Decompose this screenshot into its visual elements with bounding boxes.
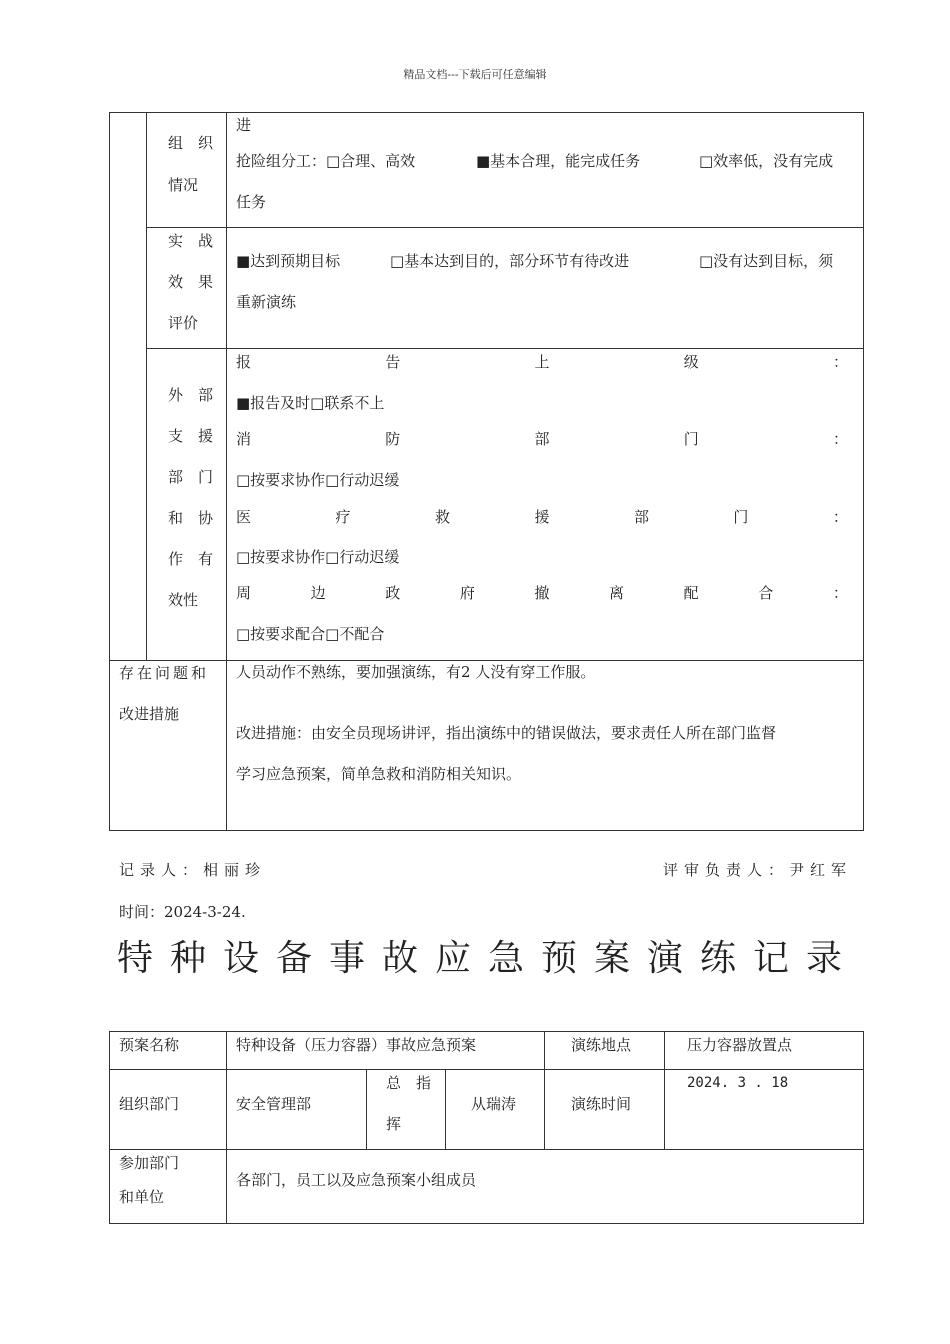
document-title: 特种设备事故应急预案演练记录	[117, 938, 860, 979]
effect-label-line3: 评价	[168, 314, 199, 332]
heading-char: 府	[459, 584, 475, 602]
government-evacuation-heading	[236, 583, 848, 603]
table-divider	[109, 1149, 864, 1150]
heading-char: ：	[832, 430, 848, 448]
plan-name-value: 特种设备（压力容器）事故应急预案	[236, 1036, 477, 1054]
external-label-line5: 作 有	[168, 550, 214, 568]
effect-text-line1b: □基本达到目的，部分环节有待改进	[390, 252, 630, 270]
fire-dept-heading	[236, 429, 848, 449]
org-text-line3: 任务	[236, 193, 267, 211]
report-superior-options: ■报告及时□联系不上	[236, 394, 385, 412]
problems-text-line3: 学习应急预案，简单急救和消防相关知识。	[236, 765, 522, 783]
effect-text-line2: 重新演练	[236, 293, 297, 311]
table-divider	[109, 660, 864, 661]
problems-label-line2: 改进措施	[119, 705, 180, 723]
effect-text-line1c: □没有达到目标，须	[699, 252, 834, 270]
table-divider	[366, 1069, 367, 1149]
external-label-line2: 支 援	[168, 427, 214, 445]
heading-char: 部	[534, 430, 550, 448]
heading-char: ：	[832, 508, 848, 526]
participants-label-line2: 和单位	[119, 1188, 165, 1206]
plan-name-label: 预案名称	[119, 1036, 180, 1054]
table-divider	[146, 348, 864, 349]
org-label-line2: 情况	[168, 176, 199, 194]
table-divider	[226, 112, 227, 831]
heading-char: ：	[832, 353, 848, 371]
org-text-line2a: 抢险组分工：□合理、高效	[236, 152, 416, 170]
drill-time-label: 演练时间	[571, 1095, 632, 1113]
table-divider	[544, 1031, 545, 1149]
report-superior-heading	[236, 352, 848, 372]
org-label-line1: 组 织	[168, 134, 214, 152]
heading-char: 撤	[534, 584, 550, 602]
heading-char: 上	[534, 353, 550, 371]
org-text-line2c: □效率低，没有完成	[699, 152, 834, 170]
heading-char: 消	[236, 430, 252, 448]
heading-char: 配	[683, 584, 699, 602]
fire-dept-options: □按要求协作□行动迟缓	[236, 471, 400, 489]
heading-char: 门	[683, 430, 699, 448]
plan-table-border	[109, 1031, 864, 1224]
drill-location-value: 压力容器放置点	[687, 1036, 793, 1054]
external-label-line1: 外 部	[168, 386, 214, 404]
heading-char: 防	[385, 430, 401, 448]
government-evacuation-options: □按要求配合□不配合	[236, 625, 385, 643]
heading-char: 级	[683, 353, 699, 371]
reviewer-signature: 评审负责人：尹红军	[663, 861, 853, 879]
effect-label-line1: 实 战	[168, 232, 214, 250]
heading-char: 周	[236, 584, 252, 602]
table-divider	[146, 227, 864, 228]
participants-value: 各部门，员工以及应急预案小组成员	[236, 1171, 477, 1189]
drill-location-label: 演练地点	[571, 1036, 632, 1054]
table-divider	[664, 1031, 665, 1149]
page-header: 精品文档---下载后可任意编辑	[403, 68, 547, 81]
heading-char: 报	[236, 353, 252, 371]
external-label-line4: 和 协	[168, 509, 214, 527]
heading-char: 边	[310, 584, 326, 602]
problems-label-line1: 存在问题和	[119, 664, 210, 682]
heading-char: 告	[385, 353, 401, 371]
heading-char: 离	[609, 584, 625, 602]
commander-label-line2: 挥	[386, 1115, 402, 1133]
heading-char: 部	[633, 508, 649, 526]
recorder-signature: 记录人：相丽珍	[119, 861, 267, 879]
heading-char: 门	[733, 508, 749, 526]
org-dept-label: 组织部门	[119, 1095, 180, 1113]
participants-label-line1: 参加部门	[119, 1154, 180, 1172]
commander-label-line1: 总 指	[386, 1074, 432, 1092]
medical-dept-heading	[236, 507, 848, 527]
external-label-line3: 部 门	[168, 468, 214, 486]
heading-char: 救	[434, 508, 450, 526]
table-divider	[445, 1069, 446, 1149]
org-text-line2b: ■基本合理，能完成任务	[476, 152, 641, 170]
effect-label-line2: 效 果	[168, 273, 214, 291]
table-divider	[109, 1069, 864, 1070]
record-time: 时间：2024-3-24.	[119, 903, 246, 921]
table-divider	[146, 112, 147, 660]
org-text-line1: 进	[236, 116, 252, 134]
heading-char: 疗	[335, 508, 351, 526]
external-label-line6: 效性	[168, 591, 199, 609]
heading-char: 政	[385, 584, 401, 602]
heading-char: ：	[832, 584, 848, 602]
drill-time-value: 2024. 3 . 18	[687, 1075, 789, 1091]
table-divider	[226, 1031, 227, 1224]
org-dept-value: 安全管理部	[236, 1095, 312, 1113]
problems-text-line2: 改进措施：由安全员现场讲评，指出演练中的错误做法，要求责任人所在部门监督	[236, 724, 777, 742]
medical-dept-options: □按要求协作□行动迟缓	[236, 548, 400, 566]
problems-text-line1: 人员动作不熟练，要加强演练，有2 人没有穿工作服。	[236, 663, 596, 681]
heading-char: 合	[758, 584, 774, 602]
effect-text-line1a: ■达到预期目标	[236, 252, 341, 270]
commander-value: 从瑞涛	[471, 1095, 517, 1113]
heading-char: 医	[236, 508, 252, 526]
heading-char: 援	[534, 508, 550, 526]
